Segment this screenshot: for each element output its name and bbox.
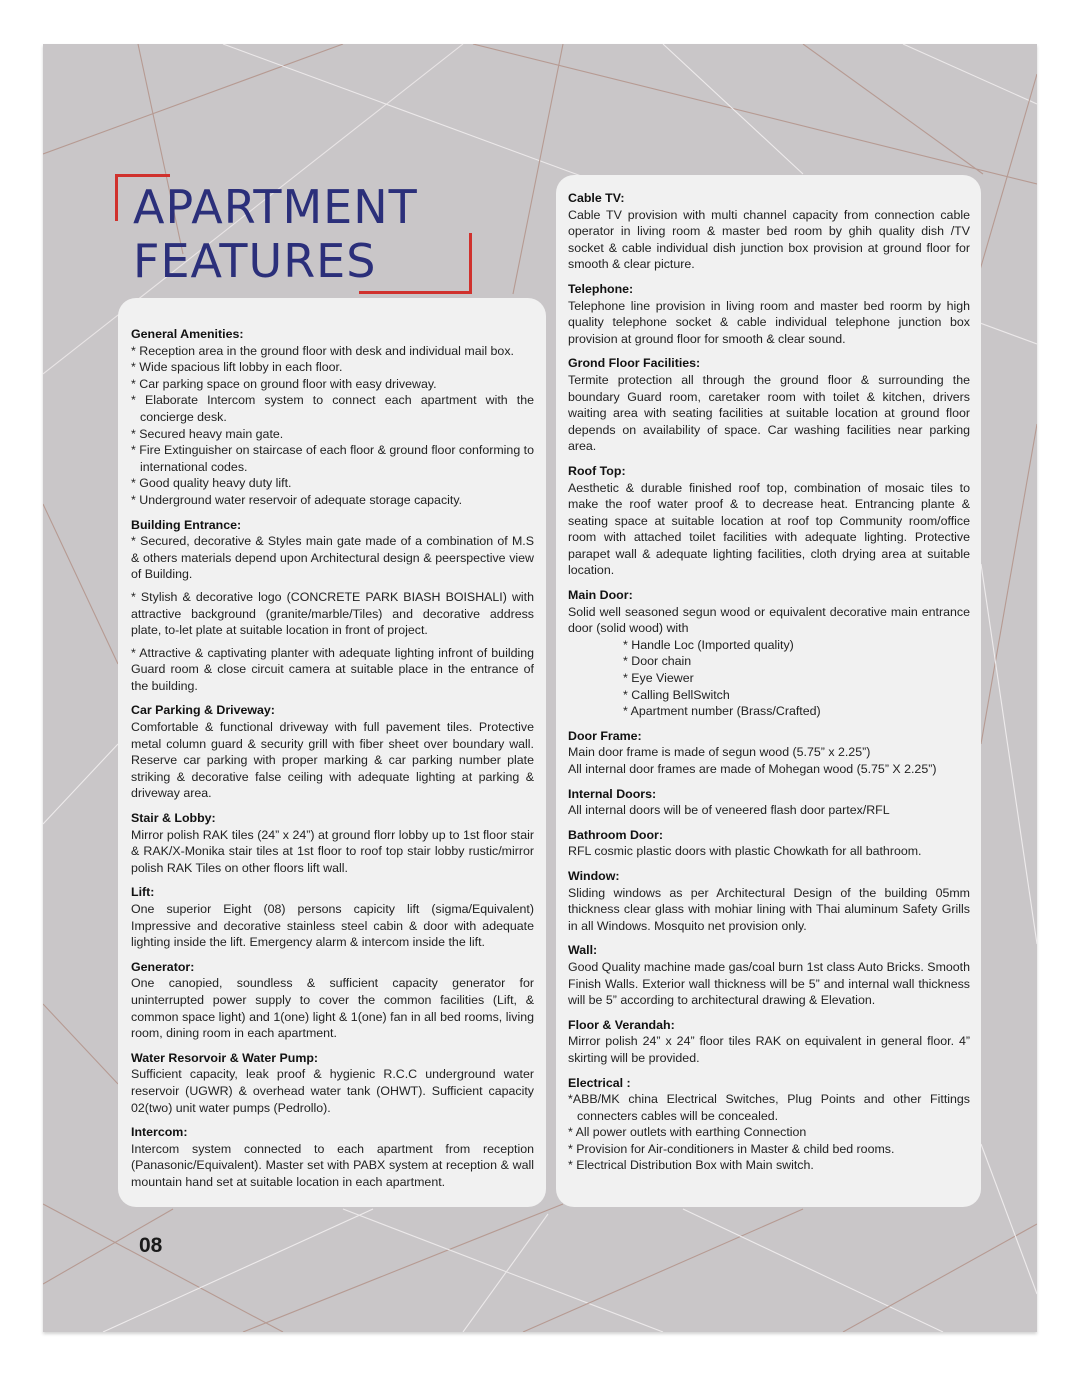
list-item: * Calling BellSwitch — [623, 687, 730, 702]
section-text: Telephone line provision in living room and master bed roorm by high quality telephone socket & cable individual telephone junction box provision at ground floor for smooth & clear sound. — [568, 298, 970, 346]
section-building-entrance — [131, 517, 534, 695]
section-heading: Stair & Lobby: — [131, 811, 216, 826]
list-item: * Fire Extinguisher on staircase of each floor & ground floor conforming to international codes. — [131, 443, 534, 474]
list-item: * Door chain — [623, 654, 692, 669]
title-line-1: APARTMENT — [133, 180, 418, 234]
section-heading: Lift: — [131, 885, 155, 900]
section-heading: Car Parking & Driveway: — [131, 703, 275, 718]
section-heading: General Amenities: — [131, 327, 244, 341]
section-stair-lobby — [131, 810, 534, 876]
section-general-amenities — [131, 326, 534, 509]
list-item: * Underground water reservoir of adequate storage capacity. — [131, 492, 463, 507]
section-heading: Main Door: — [568, 588, 633, 603]
section-text: Termite protection all through the ground floor & surrounding the boundary Guard room, caretaker room with toilet & kitchen, drivers waiting area with seating facilities at suitable location at ground floor depends on availability of space. Car washing facilities near parking area. — [568, 372, 970, 454]
section-heading: Grond Floor Facilities: — [568, 356, 701, 371]
section-heading: Building Entrance: — [131, 517, 242, 532]
section-text: Solid well seasoned segun wood or equivalent decorative main entrance door (solid wood) with — [568, 604, 970, 636]
list-item: * Good quality heavy duty lift. — [131, 476, 292, 491]
section-text: All internal door frames are made of Mohegan wood (5.75” X 2.25”) — [568, 762, 937, 776]
list-item: * Reception area in the ground floor with desk and individual mail box. — [131, 343, 514, 358]
list-item: * Eye Viewer — [623, 671, 694, 686]
section-heading: Roof Top: — [568, 463, 626, 478]
section-text: RFL cosmic plastic doors with plastic Chowkath for all bathroom. — [568, 844, 922, 859]
section-generator — [131, 959, 534, 1042]
section-text: Sufficient capacity, leak proof & hygienic R.C.C underground water reservoir (UGWR) & overhead water tank (OHWT). Sufficient capacity 02(two) unit water pumps (Pedrollo). — [131, 1067, 534, 1115]
section-text: Sliding windows as per Architectural Design of the building 05mm thickness clear glass with mohiar lining with Thai aluminum Safety Grills in all Windows. Mosquito net provision only. — [568, 885, 970, 933]
section-heading: Internal Doors: — [568, 786, 657, 801]
section-heading: Wall: — [568, 943, 598, 958]
list-item: * Apartment number (Brass/Crafted) — [623, 704, 821, 719]
right-features-panel — [556, 175, 981, 1207]
section-text: Cable TV provision with multi channel capacity from connection cable operator in living room & master bed room by ghih quality dish /TV socket & cable individual dish junction box provision at ground floor for smooth & clear picture. — [568, 207, 970, 272]
section-text: * Stylish & decorative logo (CONCRETE PARK BIASH BOISHALI) with attractive background (granite/marble/Tiles) and decorative address plate, to-let plate at suitable location in front of project. — [131, 589, 534, 638]
left-features-panel — [118, 298, 546, 1207]
section-heading: Generator: — [131, 959, 195, 974]
list-item: * Car parking space on ground floor with easy driveway. — [131, 376, 437, 391]
list-item: * Secured heavy main gate. — [131, 426, 284, 441]
section-wall — [568, 942, 970, 1008]
brochure-page — [43, 44, 1037, 1332]
section-text: * Secured, decorative & Styles main gate made of a combination of M.S & others materials depend upon Architectural design & peerspective view of Building. — [131, 534, 534, 582]
section-text: Comfortable & functional driveway with full pavement tiles. Protective metal column guard & security grill with fiber sheet over boundary wall. Reserve car parking with proper marking & car parking number plate striking & decorative false ceiling with adequate lighting at parking & driveway area. — [131, 720, 534, 801]
section-text: Intercom system connected to each apartment from reception (Panasonic/Equivalent). Master set with PABX system at reception & wall mountain hand set at suitable location in each apartment. — [131, 1141, 534, 1189]
section-heading: Door Frame: — [568, 728, 642, 743]
section-lift — [131, 884, 534, 950]
section-text: Mirror polish RAK tiles (24” x 24”) at ground florr lobby up to 1st floor stair & RAK/X-Monika stair tiles at 1st floor to roof top stair lobby rustic/mirror polish RAK Tiles on other floors lift wall. — [131, 827, 534, 875]
section-intercom — [131, 1124, 534, 1190]
list-item: * Electrical Distribution Box with Main switch. — [568, 1158, 814, 1173]
section-cable-tv — [568, 190, 970, 273]
section-ground-floor — [568, 355, 970, 455]
section-floor-verandah — [568, 1017, 970, 1067]
list-item: * Wide spacious lift lobby in each floor. — [131, 360, 343, 375]
section-door-frame — [568, 728, 970, 778]
section-text: One canopied, soundless & sufficient capacity generator for uninterrupted power supply to cover the common facilities (Lift, & common space light) and 1(one) light & 1(one) fan in all bed rooms, living room, dining room in each apartment. — [131, 976, 534, 1041]
section-internal-doors — [568, 786, 970, 819]
section-text: Good Quality machine made gas/coal burn 1st class Auto Bricks. Smooth Finish Walls. Exterior wall thickness will be 5” and internal wall thickness will be 5” according to architectural drawing & Elevation. — [568, 959, 970, 1008]
section-heading: Electrical : — [568, 1075, 631, 1090]
section-main-door — [568, 587, 970, 720]
section-heading: Cable TV: — [568, 191, 625, 205]
section-car-parking — [131, 702, 534, 802]
section-telephone — [568, 281, 970, 347]
section-bathroom-door — [568, 827, 970, 860]
section-roof-top — [568, 463, 970, 579]
section-text: Main door frame is made of segun wood (5.75” x 2.25”) — [568, 745, 871, 760]
page-heading — [115, 174, 475, 294]
section-text: * Attractive & captivating planter with adequate lighting infront of building Guard room & close circuit camera at suitable place in the entrance of the building. — [131, 645, 534, 693]
section-text: All internal doors will be of veneered flash door partex/RFL — [568, 803, 890, 818]
section-heading: Telephone: — [568, 281, 634, 296]
section-text: Aesthetic & durable finished roof top, combination of mosaic tiles to make the roof water proof & to decrease heat. Entrancing plante & seating space at suitable location at roof top Community room/office room with attached toilet facilities with adequate lighting. Protective parapet wall & adequate lighting facilities, cloth drying area at suitable location. — [568, 480, 970, 578]
section-heading: Intercom: — [131, 1125, 188, 1140]
list-item: *ABB/MK china Electrical Switches, Plug Points and other Fittings connecters cables will be concealed. — [568, 1092, 970, 1123]
section-heading: Window: — [568, 868, 620, 883]
section-heading: Bathroom Door: — [568, 827, 663, 842]
page-number: 08 — [139, 1234, 163, 1257]
list-item: * Handle Loc (Imported quality) — [623, 637, 794, 652]
list-item: * Provision for Air-conditioners in Master & child bed rooms. — [568, 1141, 895, 1156]
section-electrical — [568, 1075, 970, 1175]
section-water — [131, 1050, 534, 1116]
section-window — [568, 868, 970, 934]
list-item: * All power outlets with earthing Connection — [568, 1125, 807, 1140]
title-line-2: FEATURES — [133, 234, 377, 288]
section-heading: Floor & Verandah: — [568, 1017, 675, 1032]
section-heading: Water Resorvoir & Water Pump: — [131, 1050, 319, 1065]
section-text: One superior Eight (08) persons capicity lift (sigma/Equivalent) Impressive and decorative stainless steel cabin & door with adequate lighting inside the lift. Emergency alarm & intercom inside the lift. — [131, 902, 534, 950]
list-item: * Elaborate Intercom system to connect each apartment with the concierge desk. — [131, 393, 534, 424]
section-text: Mirror polish 24” x 24” floor tiles RAK on equivalent in general floor. 4” skirting will be provided. — [568, 1034, 970, 1065]
